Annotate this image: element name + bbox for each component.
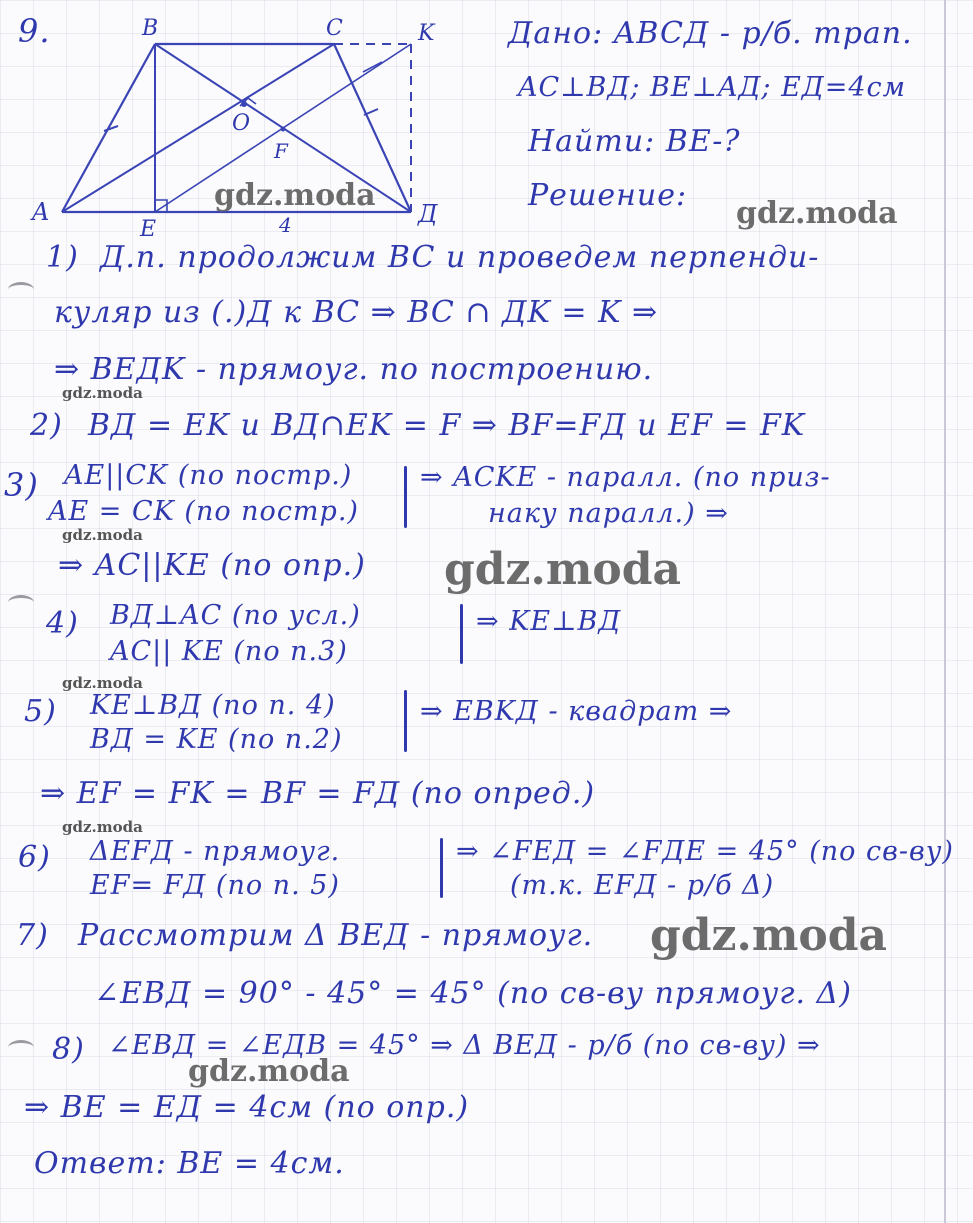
step-4-left-2: AC|| KE (по п.3) bbox=[110, 636, 348, 667]
watermark: gdz.moda bbox=[650, 910, 888, 961]
label-k: K bbox=[418, 21, 435, 46]
tick-mark-ck bbox=[363, 62, 382, 72]
point-o bbox=[241, 101, 247, 107]
watermark: gdz.moda bbox=[62, 818, 143, 836]
page-edge-line bbox=[944, 0, 946, 1223]
step-6-right-2: (т.к. EFД - р/б Δ) bbox=[510, 870, 775, 901]
watermark: gdz.moda bbox=[214, 178, 376, 213]
label-e: E bbox=[140, 217, 157, 240]
label-o: O bbox=[232, 111, 251, 136]
step-5-left-1: KE⊥BД (по п. 4) bbox=[90, 690, 336, 721]
point-f bbox=[281, 127, 286, 132]
tick-mark-ab bbox=[104, 126, 118, 131]
step-5-left-2: BД = KE (по п.2) bbox=[90, 724, 343, 755]
step-5-right-1: ⇒ EBKД - квадрат ⇒ bbox=[420, 696, 733, 727]
step-1-number: 1) bbox=[46, 240, 79, 275]
step-2-line-1: BД = EK и BД∩EK = F ⇒ BF=FД и EF = FK bbox=[88, 408, 806, 443]
watermark: gdz.moda bbox=[188, 1054, 350, 1089]
step-4-right-1: ⇒ KE⊥BД bbox=[476, 606, 622, 637]
step-3-line-3: ⇒ AC||KE (по опр.) bbox=[58, 548, 366, 583]
watermark: gdz.moda bbox=[736, 196, 898, 231]
step-3-divider bbox=[404, 466, 407, 528]
label-ed-length: 4 bbox=[279, 213, 292, 237]
given-line-1: Дано: ABCД - р/б. трап. bbox=[508, 16, 913, 51]
step-3-right-2: наку паралл.) ⇒ bbox=[488, 498, 729, 529]
label-d: Д bbox=[418, 200, 438, 228]
step-8-number: 8) bbox=[52, 1032, 85, 1067]
step-4-divider bbox=[460, 604, 463, 664]
step-6-number: 6) bbox=[18, 840, 51, 875]
step-1-line-2: куляр из (.)Д к BC ⇒ BC ∩ ДK = K ⇒ bbox=[54, 295, 659, 330]
step-7-line-2: ∠EBД = 90° - 45° = 45° (по св-ву прямоуг. Δ) bbox=[94, 976, 852, 1011]
step-8-line-2: ⇒ BE = EД = 4см (по опр.) bbox=[24, 1090, 470, 1125]
step-7-number: 7) bbox=[16, 918, 49, 953]
watermark: gdz.moda bbox=[62, 674, 143, 692]
step-2-number: 2) bbox=[30, 408, 63, 443]
step-6-divider bbox=[440, 838, 443, 898]
step-6-left-1: ΔEFД - прямоуг. bbox=[90, 836, 341, 867]
step-1-line-1: Д.п. продолжим BC и проведем перпенди- bbox=[100, 240, 820, 275]
label-b: B bbox=[142, 16, 159, 41]
step-7-line-1: Рассмотрим Δ BEД - прямоуг. bbox=[78, 918, 594, 953]
watermark: gdz.moda bbox=[62, 526, 143, 544]
step-6-left-2: EF= FД (по п. 5) bbox=[90, 870, 340, 901]
step-1-line-3: ⇒ BEДK - прямоуг. по построению. bbox=[54, 352, 654, 387]
label-f: F bbox=[274, 139, 288, 163]
step-5-line-3: ⇒ EF = FK = BF = FД (по опред.) bbox=[40, 776, 596, 811]
binder-hole-mark bbox=[8, 282, 34, 297]
side-ab bbox=[62, 44, 155, 212]
step-5-number: 5) bbox=[24, 694, 57, 729]
step-5-divider bbox=[404, 690, 407, 752]
step-4-left-1: BД⊥AC (по усл.) bbox=[110, 600, 361, 631]
label-c: C bbox=[326, 16, 343, 41]
find-line: Найти: BE-? bbox=[528, 124, 741, 159]
step-3-right-1: ⇒ ACKE - паралл. (по приз- bbox=[420, 462, 831, 493]
binder-hole-mark bbox=[8, 595, 34, 610]
step-3-number: 3) bbox=[4, 466, 39, 504]
step-3-left-1: AE||CK (по постр.) bbox=[64, 460, 353, 491]
answer-line: Ответ: BE = 4см. bbox=[34, 1146, 345, 1181]
label-a: A bbox=[32, 198, 50, 226]
given-line-2: AC⊥BД; BE⊥AД; EД=4см bbox=[518, 72, 907, 103]
step-3-left-2: AE = CK (по постр.) bbox=[48, 496, 359, 527]
step-4-number: 4) bbox=[46, 606, 79, 641]
step-8-line-1: ∠EBД = ∠EДB = 45° ⇒ Δ BEД - р/б (по св-ву) ⇒ bbox=[108, 1030, 821, 1061]
step-6-right-1: ⇒ ∠FEД = ∠FДE = 45° (по св-ву) bbox=[456, 836, 954, 867]
watermark: gdz.moda bbox=[444, 544, 682, 595]
watermark: gdz.moda bbox=[62, 384, 143, 402]
problem-number: 9. bbox=[18, 12, 51, 50]
binder-hole-mark bbox=[8, 1040, 34, 1055]
solution-heading: Решение: bbox=[528, 178, 688, 213]
